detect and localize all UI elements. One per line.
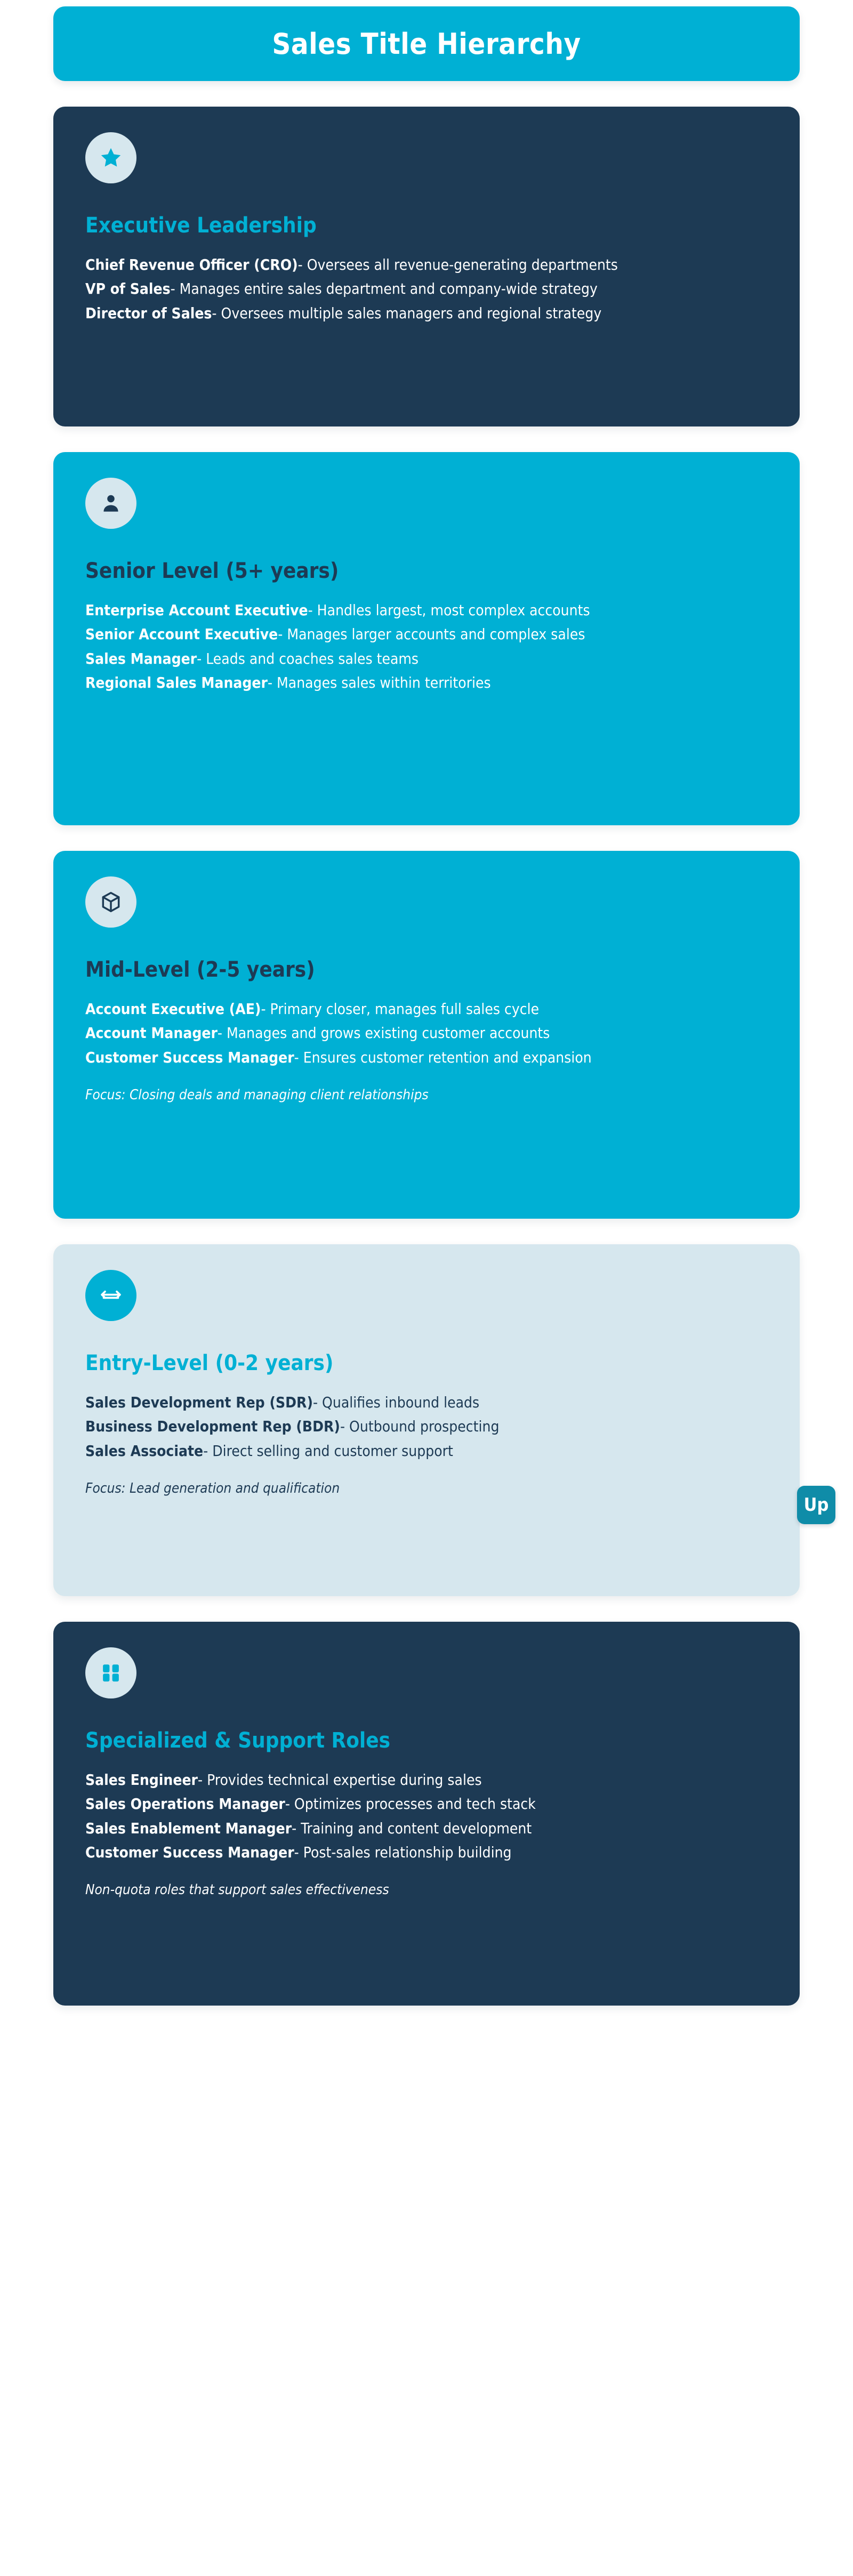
role-line <box>85 1414 768 1438</box>
card-heading: Entry-Level (0-2 years) <box>85 1351 334 1375</box>
card-heading: Mid-Level (2-5 years) <box>85 957 315 982</box>
spacer <box>0 1219 853 1244</box>
star-icon <box>85 132 136 183</box>
role-name: Sales Operations Manager <box>85 1795 285 1813</box>
role-name: Customer Success Manager <box>85 1844 294 1862</box>
role-line <box>85 647 768 671</box>
role-description: - Primary closer, manages full sales cycle <box>261 1000 540 1018</box>
role-line <box>85 1792 768 1816</box>
role-description: - Ensures customer retention and expansion <box>294 1048 592 1066</box>
role-line <box>85 1768 768 1792</box>
role-description: - Manages sales within territories <box>267 674 491 692</box>
role-name: Sales Development Rep (SDR) <box>85 1394 313 1411</box>
role-description: - Qualifies inbound leads <box>312 1394 480 1411</box>
scroll-up-button[interactable] <box>797 1486 835 1524</box>
role-line <box>85 1045 768 1069</box>
role-name: Sales Engineer <box>85 1771 198 1789</box>
card-mid-level[interactable] <box>53 851 800 1219</box>
role-description: - Oversees multiple sales managers and regional strategy <box>212 304 602 322</box>
role-line <box>85 1840 768 1864</box>
page-header-banner <box>53 6 800 81</box>
role-name: Sales Enablement Manager <box>85 1819 292 1837</box>
role-line <box>85 1021 768 1045</box>
role-line <box>85 1390 768 1414</box>
role-name: Enterprise Account Executive <box>85 601 308 619</box>
card-heading: Specialized & Support Roles <box>85 1728 391 1753</box>
card-focus-note: Focus: Closing deals and managing client relationships <box>85 1087 429 1104</box>
role-description: - Training and content development <box>292 1819 532 1837</box>
role-line <box>85 598 768 622</box>
role-line <box>85 277 768 301</box>
role-name: Sales Manager <box>85 649 197 667</box>
role-description: - Oversees all revenue-generating departments <box>297 256 618 273</box>
spacer <box>0 81 853 107</box>
card-entry-level[interactable] <box>53 1244 800 1596</box>
spacer <box>0 426 853 452</box>
spacer <box>0 825 853 851</box>
role-name: Account Executive (AE) <box>85 1000 261 1018</box>
role-name: Director of Sales <box>85 304 212 322</box>
role-line <box>85 1816 768 1840</box>
role-description: - Provides technical expertise during sales <box>197 1771 482 1789</box>
role-line <box>85 1439 768 1463</box>
role-description: - Leads and coaches sales teams <box>197 649 419 667</box>
role-name: Regional Sales Manager <box>85 674 268 692</box>
card-focus-note: Focus: Lead generation and qualification <box>85 1480 340 1497</box>
role-line <box>85 253 768 277</box>
role-description: - Manages and grows existing customer accounts <box>217 1024 550 1042</box>
role-description: - Handles largest, most complex accounts <box>308 601 590 619</box>
card-heading: Senior Level (5+ years) <box>85 559 339 583</box>
role-name: Sales Associate <box>85 1442 204 1460</box>
role-description: - Outbound prospecting <box>340 1418 500 1436</box>
box-icon <box>85 876 136 928</box>
person-icon <box>85 478 136 529</box>
move-horizontal-icon <box>85 1270 136 1321</box>
page-title: Sales Title Hierarchy <box>272 27 581 61</box>
role-description: - Manages larger accounts and complex sales <box>278 625 585 643</box>
bottom-spacer <box>0 2006 853 2379</box>
role-name: Chief Revenue Officer (CRO) <box>85 256 298 273</box>
grid-icon <box>85 1647 136 1698</box>
spacer <box>0 1596 853 1622</box>
role-line <box>85 622 768 646</box>
sales-title-hierarchy-page <box>0 6 853 2379</box>
card-focus-note: Non-quota roles that support sales effectiveness <box>85 1882 389 1898</box>
role-description: - Manages entire sales department and company-wide strategy <box>170 280 598 298</box>
scroll-up-label: Up <box>803 1494 829 1516</box>
role-line <box>85 301 768 325</box>
role-name: Business Development Rep (BDR) <box>85 1418 340 1436</box>
role-line <box>85 671 768 695</box>
card-senior-level[interactable] <box>53 452 800 825</box>
role-description: - Direct selling and customer support <box>203 1442 453 1460</box>
card-heading: Executive Leadership <box>85 213 317 238</box>
role-name: Customer Success Manager <box>85 1048 294 1066</box>
role-name: Account Manager <box>85 1024 218 1042</box>
role-description: - Optimizes processes and tech stack <box>285 1795 536 1813</box>
role-name: Senior Account Executive <box>85 625 278 643</box>
role-line <box>85 997 768 1021</box>
role-name: VP of Sales <box>85 280 171 298</box>
card-executive-leadership[interactable] <box>53 107 800 426</box>
role-description: - Post-sales relationship building <box>294 1844 512 1862</box>
card-specialized-support-roles[interactable] <box>53 1622 800 2006</box>
